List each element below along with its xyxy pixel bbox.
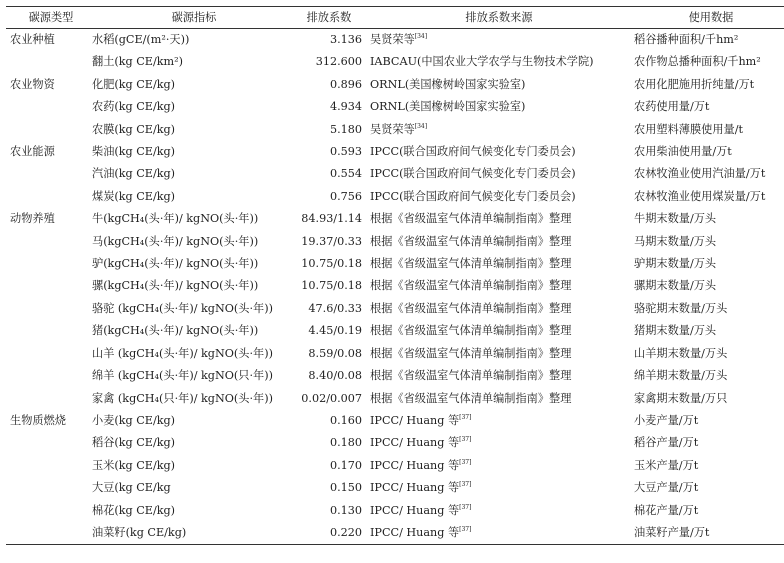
cell-carbon-source-indicator (92, 275, 296, 297)
cell-carbon-source-type (6, 477, 92, 499)
cell-emission-coefficient-text: 0.896 (329, 77, 362, 91)
cell-carbon-source-indicator (92, 51, 296, 73)
cell-emission-coefficient (296, 455, 366, 477)
cell-coefficient-source-text: 根据《省级温室气体清单编制指南》整理 (370, 212, 572, 226)
table-row (6, 163, 784, 185)
cell-carbon-source-indicator (92, 231, 296, 253)
cell-carbon-source-indicator-text: 煤炭(kg CE/kg) (92, 189, 176, 203)
cell-emission-coefficient-text: 4.934 (329, 100, 362, 114)
cell-emission-coefficient-text: 0.160 (329, 413, 362, 427)
cell-usage-data (628, 275, 784, 297)
table-row (6, 231, 784, 253)
cell-carbon-source-type (6, 500, 92, 522)
cell-carbon-source-indicator (92, 163, 296, 185)
cell-usage-data (628, 320, 784, 342)
cell-emission-coefficient (296, 365, 366, 387)
cell-usage-data-text: 农用塑料薄膜使用量/t (634, 122, 743, 136)
cell-emission-coefficient (296, 500, 366, 522)
cell-usage-data-text: 小麦产量/万t (634, 413, 699, 427)
cell-coefficient-source-text: ORNL(美国橡树岭国家实验室) (370, 100, 526, 114)
cell-carbon-source-indicator (92, 320, 296, 342)
cell-coefficient-source-text: IPCC(联合国政府间气候变化专门委员会) (370, 189, 576, 203)
cell-coefficient-source-text: IPCC/ Huang 等 (370, 458, 460, 472)
cell-emission-coefficient-text: 8.59/0.08 (308, 346, 362, 360)
table-row (6, 96, 784, 118)
cell-carbon-source-type (6, 298, 92, 320)
cell-coefficient-source-text: 吴贤荣等 (370, 33, 415, 46)
cell-carbon-source-indicator (92, 477, 296, 499)
cell-emission-coefficient (296, 186, 366, 208)
cell-carbon-source-type (6, 522, 92, 545)
cell-usage-data (628, 298, 784, 320)
cell-usage-data-text: 马期末数量/万头 (634, 234, 717, 248)
cell-carbon-source-indicator-text: 大豆(kg CE/kg (92, 481, 171, 495)
cell-carbon-source-type (6, 74, 92, 96)
table-row (6, 253, 784, 275)
cell-usage-data-text: 大豆产量/万t (634, 481, 699, 495)
cell-emission-coefficient (296, 298, 366, 320)
cell-carbon-source-indicator-text: 翻土(kg CE/km²) (92, 55, 183, 69)
cell-carbon-source-indicator-text: 小麦(kg CE/kg) (92, 413, 176, 427)
cell-carbon-source-type (6, 96, 92, 118)
cell-carbon-source-indicator (92, 29, 296, 52)
table-row (6, 455, 784, 477)
cell-usage-data-text: 农用化肥施用折纯量/万t (634, 77, 755, 91)
cell-emission-coefficient (296, 388, 366, 410)
cell-carbon-source-type (6, 320, 92, 342)
reference-superscript: [37] (459, 436, 472, 444)
reference-superscript: [37] (459, 503, 472, 511)
cell-usage-data (628, 388, 784, 410)
table-row (6, 343, 784, 365)
reference-superscript: [37] (459, 458, 472, 466)
table-row (6, 275, 784, 297)
cell-coefficient-source (366, 231, 628, 253)
cell-carbon-source-type (6, 388, 92, 410)
cell-emission-coefficient-text: 47.6/0.33 (308, 301, 362, 315)
cell-coefficient-source-text: 根据《省级温室气体清单编制指南》整理 (370, 346, 572, 360)
cell-carbon-source-indicator (92, 186, 296, 208)
header-usage-data: 使用数据 (688, 11, 734, 24)
cell-usage-data-text: 油菜籽产量/万t (634, 525, 710, 539)
table-row (6, 186, 784, 208)
cell-coefficient-source-text: 根据《省级温室气体清单编制指南》整理 (370, 391, 572, 405)
cell-usage-data-text: 骆驼期末数量/万头 (634, 301, 728, 315)
cell-carbon-source-indicator-text: 骡(kgCH₄(头·年)/ kgNO(头·年)) (92, 279, 259, 293)
cell-carbon-source-indicator (92, 141, 296, 163)
cell-coefficient-source-text: IPCC/ Huang 等 (370, 436, 460, 450)
cell-coefficient-source-text: ORNL(美国橡树岭国家实验室) (370, 77, 526, 91)
cell-carbon-source-type (6, 163, 92, 185)
cell-emission-coefficient (296, 119, 366, 141)
cell-carbon-source-type (6, 343, 92, 365)
cell-carbon-source-type-text: 农业物资 (10, 77, 55, 91)
header-emission-coefficient: 排放系数 (306, 11, 352, 24)
cell-emission-coefficient (296, 74, 366, 96)
cell-emission-coefficient-text: 19.37/0.33 (301, 234, 362, 248)
cell-carbon-source-type (6, 51, 92, 73)
emission-coefficient-table (6, 6, 784, 545)
cell-carbon-source-indicator-text: 棉花(kg CE/kg) (92, 503, 176, 517)
cell-usage-data-text: 绵羊期末数量/万头 (634, 369, 728, 383)
cell-usage-data-text: 稻谷播种面积/千hm² (634, 33, 739, 46)
cell-usage-data-text: 农林牧渔业使用煤炭量/万t (634, 189, 766, 203)
cell-usage-data-text: 牛期末数量/万头 (634, 212, 717, 226)
table-row (6, 388, 784, 410)
cell-usage-data (628, 51, 784, 73)
cell-usage-data (628, 163, 784, 185)
cell-emission-coefficient-text: 312.600 (315, 55, 362, 69)
header-carbon-source-type: 碳源类型 (28, 11, 74, 24)
cell-carbon-source-indicator (92, 74, 296, 96)
cell-usage-data (628, 96, 784, 118)
cell-coefficient-source-text: 根据《省级温室气体清单编制指南》整理 (370, 234, 572, 248)
cell-carbon-source-indicator-text: 化肥(kg CE/kg) (92, 77, 176, 91)
reference-superscript: [34] (414, 33, 428, 40)
cell-usage-data (628, 343, 784, 365)
cell-carbon-source-indicator (92, 365, 296, 387)
cell-emission-coefficient (296, 275, 366, 297)
cell-carbon-source-type (6, 275, 92, 297)
cell-coefficient-source-text: 吴贤荣等 (370, 122, 415, 136)
cell-coefficient-source (366, 455, 628, 477)
cell-usage-data (628, 253, 784, 275)
cell-usage-data-text: 农药使用量/万t (634, 100, 710, 114)
cell-carbon-source-indicator (92, 119, 296, 141)
cell-emission-coefficient-text: 0.756 (329, 189, 362, 203)
cell-emission-coefficient (296, 163, 366, 185)
cell-coefficient-source-text: 根据《省级温室气体清单编制指南》整理 (370, 324, 572, 338)
cell-coefficient-source (366, 343, 628, 365)
cell-emission-coefficient (296, 477, 366, 499)
cell-carbon-source-indicator (92, 343, 296, 365)
cell-usage-data-text: 农林牧渔业使用汽油量/万t (634, 167, 766, 181)
cell-carbon-source-indicator-text: 玉米(kg CE/kg) (92, 458, 176, 472)
table-row (6, 74, 784, 96)
cell-emission-coefficient-text: 0.554 (329, 167, 362, 181)
cell-carbon-source-type-text: 农业能源 (10, 145, 55, 159)
emission-coefficient-table-container (6, 6, 778, 545)
cell-carbon-source-indicator-text: 猪(kgCH₄(头·年)/ kgNO(头·年)) (92, 324, 259, 338)
cell-emission-coefficient (296, 522, 366, 545)
cell-emission-coefficient (296, 432, 366, 454)
cell-carbon-source-type (6, 141, 92, 163)
cell-coefficient-source-text: IPCC/ Huang 等 (370, 503, 460, 517)
cell-emission-coefficient-text: 4.45/0.19 (308, 324, 362, 338)
table-row (6, 208, 784, 230)
reference-superscript: [37] (459, 525, 472, 533)
cell-coefficient-source (366, 186, 628, 208)
header-coefficient-source: 排放系数来源 (465, 11, 533, 24)
cell-usage-data-text: 骡期末数量/万头 (634, 279, 717, 293)
table-body (6, 29, 784, 545)
cell-coefficient-source (366, 365, 628, 387)
cell-usage-data-text: 农用柴油使用量/万t (634, 145, 732, 159)
cell-emission-coefficient (296, 343, 366, 365)
cell-carbon-source-indicator-text: 农膜(kg CE/kg) (92, 122, 176, 136)
cell-emission-coefficient-text: 0.02/0.007 (301, 391, 362, 405)
cell-usage-data (628, 522, 784, 545)
cell-carbon-source-indicator-text: 油菜籽(kg CE/kg) (92, 525, 187, 539)
cell-carbon-source-indicator (92, 500, 296, 522)
cell-coefficient-source (366, 141, 628, 163)
cell-carbon-source-type (6, 432, 92, 454)
table-row (6, 298, 784, 320)
cell-emission-coefficient-text: 0.130 (329, 503, 362, 517)
cell-carbon-source-indicator (92, 432, 296, 454)
table-header-row (6, 7, 784, 29)
cell-emission-coefficient-text: 8.40/0.08 (308, 369, 362, 383)
table-row (6, 432, 784, 454)
cell-carbon-source-indicator-text: 骆驼 (kgCH₄(头·年)/ kgNO(头·年)) (92, 301, 273, 315)
cell-emission-coefficient-text: 0.593 (329, 145, 362, 159)
cell-carbon-source-type-text: 动物养殖 (10, 212, 55, 226)
cell-carbon-source-indicator-text: 柴油(kg CE/kg) (92, 145, 176, 159)
cell-usage-data-text: 棉花产量/万t (634, 503, 699, 517)
cell-emission-coefficient (296, 51, 366, 73)
cell-usage-data (628, 29, 784, 52)
cell-carbon-source-indicator-text: 水稻(gCE/(m²·天)) (92, 33, 190, 46)
cell-carbon-source-type (6, 365, 92, 387)
cell-coefficient-source (366, 96, 628, 118)
cell-carbon-source-indicator (92, 96, 296, 118)
cell-emission-coefficient (296, 141, 366, 163)
cell-usage-data-text: 山羊期末数量/万头 (634, 346, 728, 360)
cell-carbon-source-indicator-text: 马(kgCH₄(头·年)/ kgNO(头·年)) (92, 234, 259, 248)
cell-carbon-source-type (6, 410, 92, 432)
cell-emission-coefficient-text: 0.180 (329, 436, 362, 450)
cell-coefficient-source-text: 根据《省级温室气体清单编制指南》整理 (370, 257, 572, 271)
cell-emission-coefficient-text: 10.75/0.18 (301, 257, 362, 271)
cell-emission-coefficient-text: 0.150 (329, 481, 362, 495)
cell-usage-data (628, 432, 784, 454)
table-row (6, 29, 784, 52)
cell-carbon-source-indicator-text: 家禽 (kgCH₄(只·年)/ kgNO(头·年)) (92, 391, 273, 405)
cell-usage-data (628, 410, 784, 432)
cell-usage-data (628, 365, 784, 387)
cell-usage-data (628, 500, 784, 522)
cell-carbon-source-indicator (92, 208, 296, 230)
table-row (6, 500, 784, 522)
cell-carbon-source-indicator-text: 农药(kg CE/kg) (92, 100, 176, 114)
cell-emission-coefficient (296, 231, 366, 253)
cell-emission-coefficient-text: 3.136 (329, 33, 362, 46)
cell-coefficient-source (366, 522, 628, 545)
cell-coefficient-source (366, 29, 628, 52)
cell-usage-data-text: 猪期末数量/万头 (634, 324, 717, 338)
cell-coefficient-source-text: IABCAU(中国农业大学农学与生物技术学院) (370, 55, 594, 69)
cell-carbon-source-indicator-text: 山羊 (kgCH₄(头·年)/ kgNO(头·年)) (92, 346, 273, 360)
cell-usage-data (628, 186, 784, 208)
cell-carbon-source-indicator (92, 455, 296, 477)
reference-superscript: [37] (459, 413, 472, 421)
cell-coefficient-source (366, 388, 628, 410)
cell-carbon-source-type (6, 231, 92, 253)
cell-coefficient-source (366, 275, 628, 297)
cell-emission-coefficient-text: 0.220 (329, 525, 362, 539)
cell-carbon-source-type (6, 29, 92, 52)
cell-coefficient-source (366, 477, 628, 499)
cell-carbon-source-indicator-text: 牛(kgCH₄(头·年)/ kgNO(头·年)) (92, 212, 259, 226)
cell-emission-coefficient-text: 10.75/0.18 (301, 279, 362, 293)
cell-coefficient-source (366, 298, 628, 320)
table-row (6, 365, 784, 387)
cell-coefficient-source-text: IPCC(联合国政府间气候变化专门委员会) (370, 145, 576, 159)
header-carbon-source-indicator: 碳源指标 (171, 11, 217, 24)
cell-usage-data (628, 455, 784, 477)
cell-coefficient-source (366, 163, 628, 185)
cell-carbon-source-type (6, 455, 92, 477)
cell-emission-coefficient (296, 253, 366, 275)
cell-carbon-source-indicator (92, 388, 296, 410)
cell-coefficient-source-text: 根据《省级温室气体清单编制指南》整理 (370, 279, 572, 293)
cell-coefficient-source-text: IPCC/ Huang 等 (370, 481, 460, 495)
cell-emission-coefficient-text: 5.180 (329, 122, 362, 136)
cell-usage-data (628, 141, 784, 163)
cell-coefficient-source (366, 74, 628, 96)
cell-carbon-source-type-text: 生物质燃烧 (10, 413, 66, 427)
cell-coefficient-source (366, 51, 628, 73)
cell-usage-data (628, 208, 784, 230)
cell-usage-data-text: 驴期末数量/万头 (634, 257, 717, 271)
reference-superscript: [37] (459, 481, 472, 489)
cell-coefficient-source (366, 253, 628, 275)
cell-carbon-source-indicator (92, 410, 296, 432)
cell-coefficient-source (366, 410, 628, 432)
cell-coefficient-source (366, 432, 628, 454)
table-row (6, 141, 784, 163)
table-row (6, 320, 784, 342)
cell-usage-data-text: 农作物总播种面积/千hm² (634, 55, 761, 69)
cell-usage-data (628, 74, 784, 96)
table-row (6, 119, 784, 141)
cell-carbon-source-type (6, 253, 92, 275)
cell-coefficient-source-text: IPCC/ Huang 等 (370, 413, 460, 427)
cell-carbon-source-indicator (92, 522, 296, 545)
table-row (6, 410, 784, 432)
cell-coefficient-source (366, 208, 628, 230)
cell-emission-coefficient-text: 84.93/1.14 (301, 212, 362, 226)
cell-coefficient-source-text: IPCC/ Huang 等 (370, 525, 460, 539)
table-row (6, 51, 784, 73)
cell-usage-data-text: 玉米产量/万t (634, 458, 699, 472)
cell-carbon-source-indicator-text: 稻谷(kg CE/kg) (92, 436, 176, 450)
cell-coefficient-source (366, 320, 628, 342)
cell-coefficient-source-text: 根据《省级温室气体清单编制指南》整理 (370, 369, 572, 383)
cell-coefficient-source (366, 500, 628, 522)
cell-carbon-source-type (6, 186, 92, 208)
table-row (6, 477, 784, 499)
cell-coefficient-source-text: 根据《省级温室气体清单编制指南》整理 (370, 301, 572, 315)
cell-usage-data (628, 477, 784, 499)
cell-usage-data-text: 家禽期末数量/万只 (634, 391, 728, 405)
cell-emission-coefficient (296, 96, 366, 118)
cell-usage-data-text: 稻谷产量/万t (634, 436, 699, 450)
cell-carbon-source-indicator (92, 298, 296, 320)
cell-emission-coefficient (296, 29, 366, 52)
cell-coefficient-source (366, 119, 628, 141)
cell-usage-data (628, 231, 784, 253)
reference-superscript: [34] (414, 122, 428, 130)
cell-carbon-source-indicator-text: 绵羊 (kgCH₄(头·年)/ kgNO(只·年)) (92, 369, 273, 383)
cell-emission-coefficient-text: 0.170 (329, 458, 362, 472)
cell-emission-coefficient (296, 320, 366, 342)
cell-carbon-source-indicator-text: 驴(kgCH₄(头·年)/ kgNO(头·年)) (92, 257, 259, 271)
table-row (6, 522, 784, 545)
cell-carbon-source-type-text: 农业种植 (10, 33, 55, 46)
cell-emission-coefficient (296, 208, 366, 230)
cell-carbon-source-indicator (92, 253, 296, 275)
cell-coefficient-source-text: IPCC(联合国政府间气候变化专门委员会) (370, 167, 576, 181)
cell-usage-data (628, 119, 784, 141)
cell-emission-coefficient (296, 410, 366, 432)
cell-carbon-source-indicator-text: 汽油(kg CE/kg) (92, 167, 176, 181)
cell-carbon-source-type (6, 208, 92, 230)
cell-carbon-source-type (6, 119, 92, 141)
